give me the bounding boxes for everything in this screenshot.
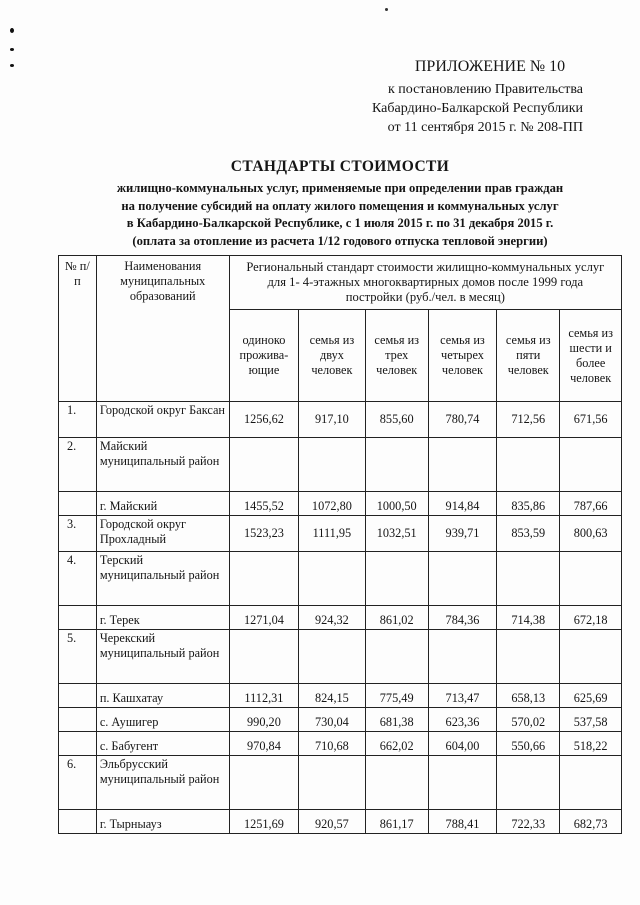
cost-value bbox=[428, 756, 496, 810]
cost-value: 1000,50 bbox=[365, 492, 428, 516]
row-number bbox=[59, 732, 97, 756]
row-number: 2. bbox=[59, 438, 97, 492]
municipality-name: с. Аушигер bbox=[96, 708, 229, 732]
table-body bbox=[59, 402, 622, 834]
cost-value: 550,66 bbox=[497, 732, 560, 756]
header-subcol: семья из пяти человек bbox=[497, 310, 560, 402]
row-number: 5. bbox=[59, 630, 97, 684]
cost-value: 662,02 bbox=[365, 732, 428, 756]
cost-value bbox=[365, 438, 428, 492]
cost-value bbox=[365, 756, 428, 810]
cost-value: 1112,31 bbox=[229, 684, 299, 708]
cost-value: 1523,23 bbox=[229, 516, 299, 552]
cost-value: 518,22 bbox=[560, 732, 622, 756]
cost-value: 604,00 bbox=[428, 732, 496, 756]
scan-margin-marks bbox=[8, 24, 18, 84]
cost-value bbox=[299, 630, 365, 684]
cost-value bbox=[497, 552, 560, 606]
cost-value: 855,60 bbox=[365, 402, 428, 438]
cost-value: 672,18 bbox=[560, 606, 622, 630]
header-subcol: одиноко прожива- ющие bbox=[229, 310, 299, 402]
cost-value: 775,49 bbox=[365, 684, 428, 708]
appendix-line: от 11 сентября 2015 г. № 208-ПП bbox=[387, 120, 583, 135]
heading-line: на получение субсидий на оплату жилого помещения и коммунальных услуг bbox=[121, 198, 559, 213]
cost-value: 800,63 bbox=[560, 516, 622, 552]
cost-value: 1111,95 bbox=[299, 516, 365, 552]
cost-value: 861,02 bbox=[365, 606, 428, 630]
cost-value bbox=[497, 438, 560, 492]
municipality-name: п. Кашхатау bbox=[96, 684, 229, 708]
cost-value bbox=[365, 552, 428, 606]
appendix-line: Кабардино-Балкарской Республики bbox=[372, 101, 583, 116]
cost-value bbox=[299, 756, 365, 810]
header-regional-standard: Региональный стандарт стоимости жилищно-коммунальных услуг для 1- 4-этажных многоквартирных домов после 1999 года постройки (руб./чел. в месяц) bbox=[229, 256, 621, 310]
document-heading bbox=[60, 158, 620, 250]
municipality-name: Городской округ Прохладный bbox=[96, 516, 229, 552]
standards-table bbox=[58, 255, 622, 834]
cost-value: 787,66 bbox=[560, 492, 622, 516]
header-subcol: семья из трех человек bbox=[365, 310, 428, 402]
table-row bbox=[59, 732, 622, 756]
cost-value: 939,71 bbox=[428, 516, 496, 552]
municipality-name: Терский муниципальный район bbox=[96, 552, 229, 606]
cost-value: 1072,80 bbox=[299, 492, 365, 516]
cost-value: 824,15 bbox=[299, 684, 365, 708]
cost-value: 658,13 bbox=[497, 684, 560, 708]
cost-value: 625,69 bbox=[560, 684, 622, 708]
municipality-name: Майский муниципальный район bbox=[96, 438, 229, 492]
cost-value bbox=[229, 756, 299, 810]
table-row bbox=[59, 516, 622, 552]
heading-title: СТАНДАРТЫ СТОИМОСТИ bbox=[230, 158, 450, 175]
header-name: Наименования муниципальных образований bbox=[96, 256, 229, 402]
cost-value bbox=[428, 552, 496, 606]
cost-value bbox=[428, 630, 496, 684]
row-number: 4. bbox=[59, 552, 97, 606]
row-number: 6. bbox=[59, 756, 97, 810]
municipality-name: Городской округ Баксан bbox=[96, 402, 229, 438]
table-row bbox=[59, 552, 622, 606]
cost-value: 924,32 bbox=[299, 606, 365, 630]
cost-value: 1455,52 bbox=[229, 492, 299, 516]
table-row bbox=[59, 606, 622, 630]
cost-value: 970,84 bbox=[229, 732, 299, 756]
table-row bbox=[59, 438, 622, 492]
cost-value: 722,33 bbox=[497, 810, 560, 834]
scan-speck bbox=[385, 8, 388, 11]
cost-value bbox=[428, 438, 496, 492]
table-row bbox=[59, 684, 622, 708]
cost-value: 920,57 bbox=[299, 810, 365, 834]
cost-value bbox=[299, 552, 365, 606]
cost-value: 784,36 bbox=[428, 606, 496, 630]
cost-value bbox=[497, 630, 560, 684]
cost-value: 1271,04 bbox=[229, 606, 299, 630]
appendix-title: ПРИЛОЖЕНИЕ № 10 bbox=[414, 58, 566, 75]
table-row bbox=[59, 630, 622, 684]
municipality-name: с. Бабугент bbox=[96, 732, 229, 756]
municipality-name: г. Тырныауз bbox=[96, 810, 229, 834]
cost-value: 914,84 bbox=[428, 492, 496, 516]
heading-line: жилищно-коммунальных услуг, применяемые при определении прав граждан bbox=[116, 181, 564, 195]
cost-value: 713,47 bbox=[428, 684, 496, 708]
heading-line: (оплата за отопление из расчета 1/12 годового отпуска тепловой энергии) bbox=[132, 233, 548, 248]
table-row bbox=[59, 492, 622, 516]
table-row bbox=[59, 810, 622, 834]
cost-value bbox=[299, 438, 365, 492]
row-number: 1. bbox=[59, 402, 97, 438]
cost-value: 990,20 bbox=[229, 708, 299, 732]
cost-value: 671,56 bbox=[560, 402, 622, 438]
cost-value bbox=[229, 552, 299, 606]
cost-value: 861,17 bbox=[365, 810, 428, 834]
cost-value: 682,73 bbox=[560, 810, 622, 834]
row-number bbox=[59, 810, 97, 834]
cost-value bbox=[560, 756, 622, 810]
cost-value bbox=[560, 438, 622, 492]
cost-value: 730,04 bbox=[299, 708, 365, 732]
cost-value bbox=[365, 630, 428, 684]
cost-value: 1251,69 bbox=[229, 810, 299, 834]
header-subcol: семья из шести и более человек bbox=[560, 310, 622, 402]
cost-value: 1032,51 bbox=[365, 516, 428, 552]
row-number bbox=[59, 492, 97, 516]
table-row bbox=[59, 756, 622, 810]
municipality-name: Черекский муниципальный район bbox=[96, 630, 229, 684]
table-row bbox=[59, 402, 622, 438]
cost-value: 537,58 bbox=[560, 708, 622, 732]
cost-value: 623,36 bbox=[428, 708, 496, 732]
cost-value: 1256,62 bbox=[229, 402, 299, 438]
cost-value: 714,38 bbox=[497, 606, 560, 630]
table-row bbox=[59, 708, 622, 732]
cost-value bbox=[229, 438, 299, 492]
row-number: 3. bbox=[59, 516, 97, 552]
cost-value: 712,56 bbox=[497, 402, 560, 438]
row-number bbox=[59, 684, 97, 708]
cost-value: 788,41 bbox=[428, 810, 496, 834]
appendix-block bbox=[335, 58, 595, 137]
cost-value bbox=[229, 630, 299, 684]
cost-value: 681,38 bbox=[365, 708, 428, 732]
cost-value: 570,02 bbox=[497, 708, 560, 732]
cost-value: 917,10 bbox=[299, 402, 365, 438]
cost-value bbox=[560, 552, 622, 606]
header-subcol: семья из двух человек bbox=[299, 310, 365, 402]
row-number bbox=[59, 606, 97, 630]
municipality-name: Эльбрусский муниципальный район bbox=[96, 756, 229, 810]
cost-value bbox=[497, 756, 560, 810]
municipality-name: г. Майский bbox=[96, 492, 229, 516]
cost-value: 853,59 bbox=[497, 516, 560, 552]
header-subcol: семья из четырех человек bbox=[428, 310, 496, 402]
header-num: № п/п bbox=[59, 256, 97, 402]
cost-value: 710,68 bbox=[299, 732, 365, 756]
heading-line: в Кабардино-Балкарской Республике, с 1 июля 2015 г. по 31 декабря 2015 г. bbox=[126, 216, 554, 230]
cost-value: 780,74 bbox=[428, 402, 496, 438]
appendix-line: к постановлению Правительства bbox=[387, 82, 583, 97]
municipality-name: г. Терек bbox=[96, 606, 229, 630]
row-number bbox=[59, 708, 97, 732]
cost-value: 835,86 bbox=[497, 492, 560, 516]
cost-value bbox=[560, 630, 622, 684]
